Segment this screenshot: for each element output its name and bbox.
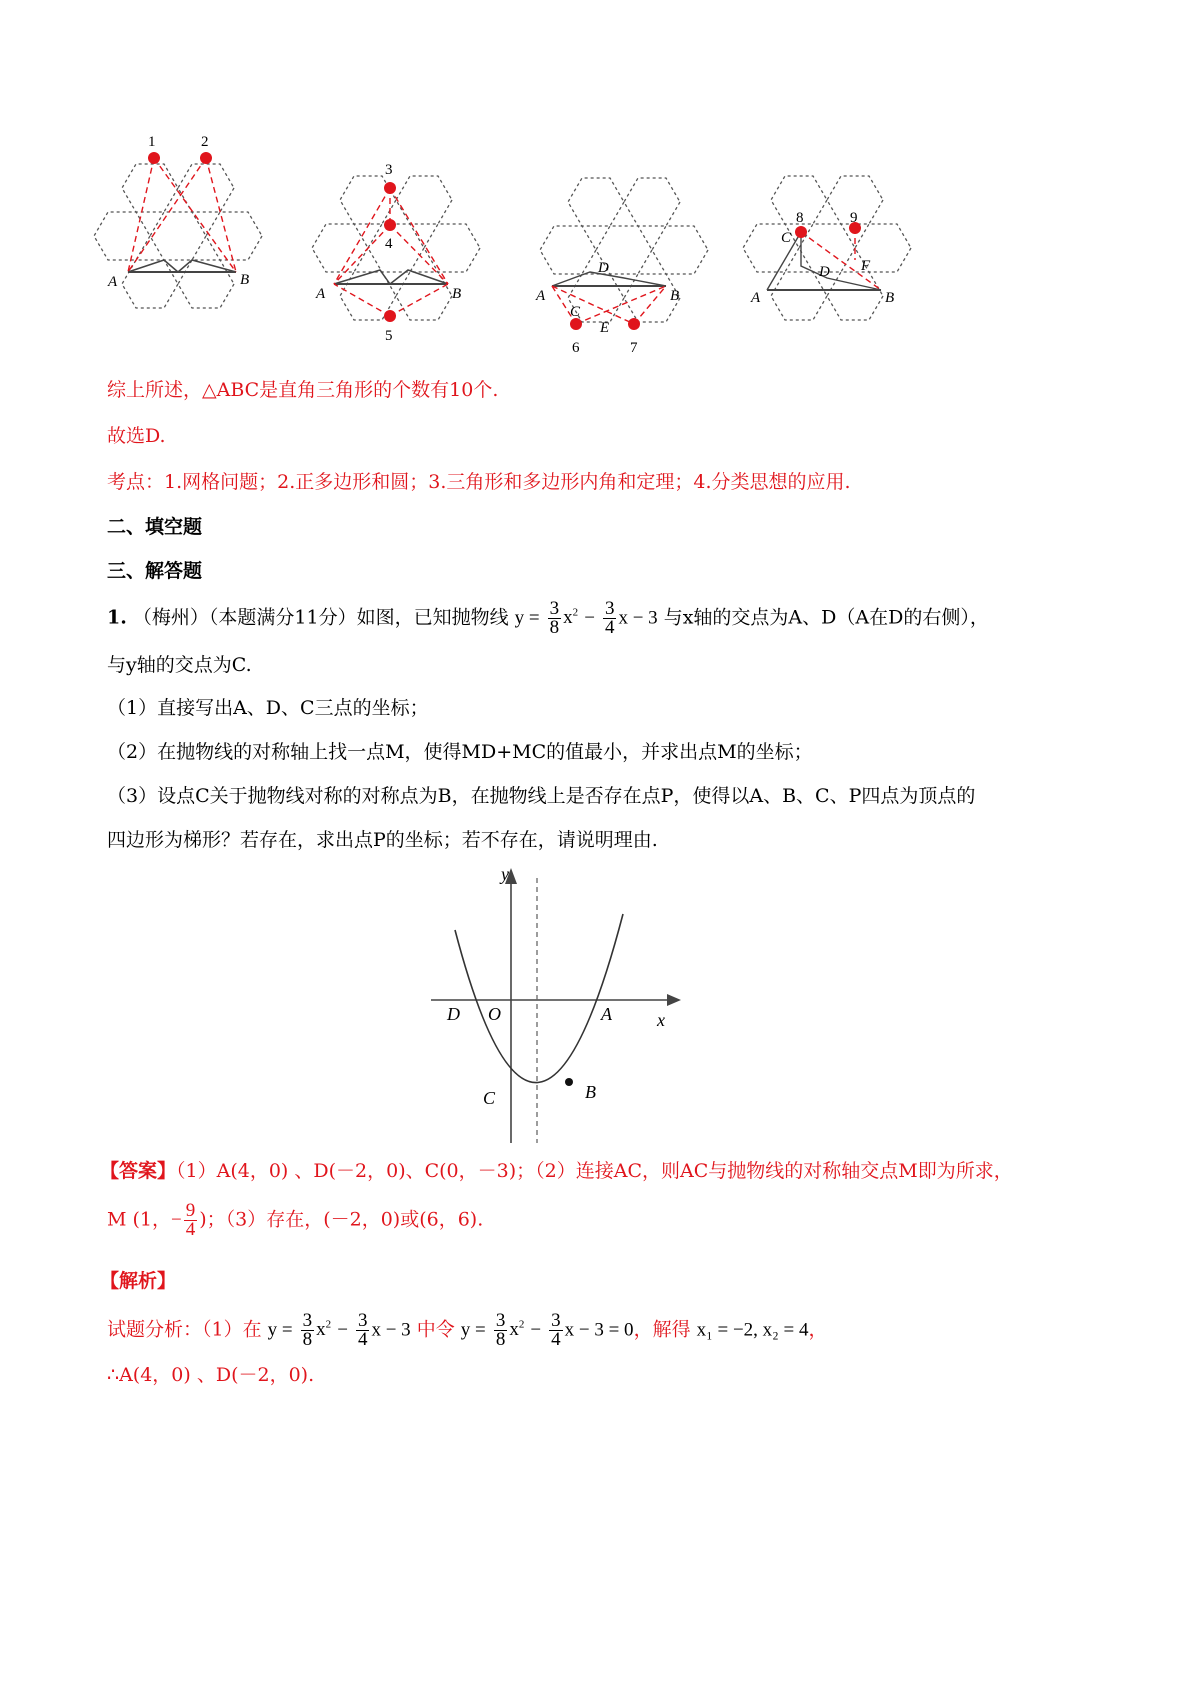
answer-line2: M (1，− $\frac{9}{4}$ )；（3）存在，(－2，0)或(6，6). bbox=[107, 1200, 484, 1240]
hex-figure-2 bbox=[312, 162, 480, 344]
point-b bbox=[565, 1078, 573, 1086]
label-d: D bbox=[598, 260, 609, 276]
label-d: D bbox=[819, 264, 830, 280]
label-o: O bbox=[488, 1004, 501, 1024]
x-squared: $x^2$ bbox=[563, 607, 579, 629]
y-axis-label: y bbox=[501, 864, 509, 884]
problem-intro-tail: 与x轴的交点为A、D（A在D的右侧）， bbox=[663, 606, 989, 629]
fraction-9-4: $\frac{9}{4}$ bbox=[185, 1200, 196, 1240]
label-a: A bbox=[601, 1004, 612, 1024]
answer-label: 【答案】 bbox=[100, 1160, 177, 1182]
label-b: B bbox=[885, 290, 895, 306]
label-d: D bbox=[447, 1004, 460, 1024]
label-b: B bbox=[585, 1082, 596, 1102]
summary-line: 综上所述，△ABC是直角三角形的个数有10个. bbox=[107, 379, 499, 401]
parabola-curve bbox=[455, 914, 623, 1083]
answer-line1 bbox=[100, 1159, 1013, 1183]
question-3-line1: （3）设点C关于抛物线对称的对称点为B，在抛物线上是否存在点P，使得以A、B、C、P四点为顶点的 bbox=[107, 785, 976, 807]
label-c: C bbox=[483, 1088, 496, 1108]
x-axis-arrow bbox=[667, 994, 681, 1006]
label-c: C bbox=[781, 230, 792, 246]
fraction-3-8: $\frac{3}{8}$ bbox=[549, 597, 560, 638]
label-a: A bbox=[316, 286, 326, 302]
hex-figure-3 bbox=[535, 178, 708, 356]
question-2: （2）在抛物线的对称轴上找一点M，使得MD+MC的值最小，并求出点M的坐标； bbox=[107, 741, 813, 763]
label-1: 1 bbox=[148, 134, 156, 150]
label-4: 4 bbox=[385, 236, 393, 252]
label-e: E bbox=[600, 320, 610, 336]
problem-number: 1. bbox=[107, 606, 127, 629]
label-6: 6 bbox=[572, 340, 580, 356]
problem-statement-line1 bbox=[107, 598, 989, 637]
x-term: x − 3 bbox=[618, 607, 658, 629]
label-9: 9 bbox=[850, 210, 858, 226]
answer-text: （1）A(4，0) 、D(－2，0)、C(0，－3)；（2）连接AC，则AC与抛物线的对称轴交点M即为所求， bbox=[176, 1160, 1013, 1182]
choice-line: 故选D. bbox=[107, 425, 166, 447]
minus-sign: − bbox=[584, 607, 595, 629]
label-a: A bbox=[536, 288, 546, 304]
label-3: 3 bbox=[385, 162, 393, 178]
problem-intro: （梅州）（本题满分11分）如图，已知抛物线 bbox=[132, 606, 509, 629]
problem-statement-line2: 与y轴的交点为C. bbox=[107, 654, 252, 676]
label-8: 8 bbox=[796, 210, 804, 226]
parabola-graph bbox=[425, 858, 685, 1148]
label-5: 5 bbox=[385, 328, 393, 344]
analysis-conclusion: ∴A(4，0) 、D(－2，0). bbox=[107, 1364, 315, 1386]
label-c: C bbox=[570, 304, 581, 320]
label-7: 7 bbox=[630, 340, 638, 356]
label-f: F bbox=[861, 258, 871, 274]
question-3-line2: 四边形为梯形？若存在，求出点P的坐标；若不存在，请说明理由. bbox=[107, 829, 658, 851]
hex-figure-1 bbox=[94, 134, 262, 308]
label-a: A bbox=[108, 274, 118, 290]
question-1: （1）直接写出A、D、C三点的坐标； bbox=[107, 697, 429, 719]
fraction-3-4: $\frac{3}{4}$ bbox=[604, 597, 615, 638]
label-2: 2 bbox=[201, 134, 209, 150]
label-a: A bbox=[751, 290, 761, 306]
hex-figure-4 bbox=[743, 176, 911, 320]
hex-figures bbox=[90, 120, 940, 365]
section-answer: 三、解答题 bbox=[107, 560, 203, 582]
x-axis-label: x bbox=[657, 1010, 665, 1030]
label-b: B bbox=[670, 288, 680, 304]
analysis-line1: 试题分析：（1）在 y = $\frac{3}{8}$ $x^2$ − $\frac{3}{4}$ x − 3 中令 y = $\frac{3}{8}$ $x^2$ − $\frac{3}{4}$ x − 3 = 0，解得 x₁ = −2, x₂ = 4， bbox=[107, 1309, 828, 1350]
kaodian-line: 考点：1.网格问题；2.正多边形和圆；3.三角形和多边形内角和定理；4.分类思想的应用. bbox=[107, 471, 851, 493]
label-b: B bbox=[452, 286, 462, 302]
jiexi-label: 【解析】 bbox=[100, 1270, 177, 1292]
equation-lhs: y = bbox=[514, 607, 540, 629]
section-fill-blank: 二、填空题 bbox=[107, 516, 203, 538]
label-b: B bbox=[240, 272, 250, 288]
